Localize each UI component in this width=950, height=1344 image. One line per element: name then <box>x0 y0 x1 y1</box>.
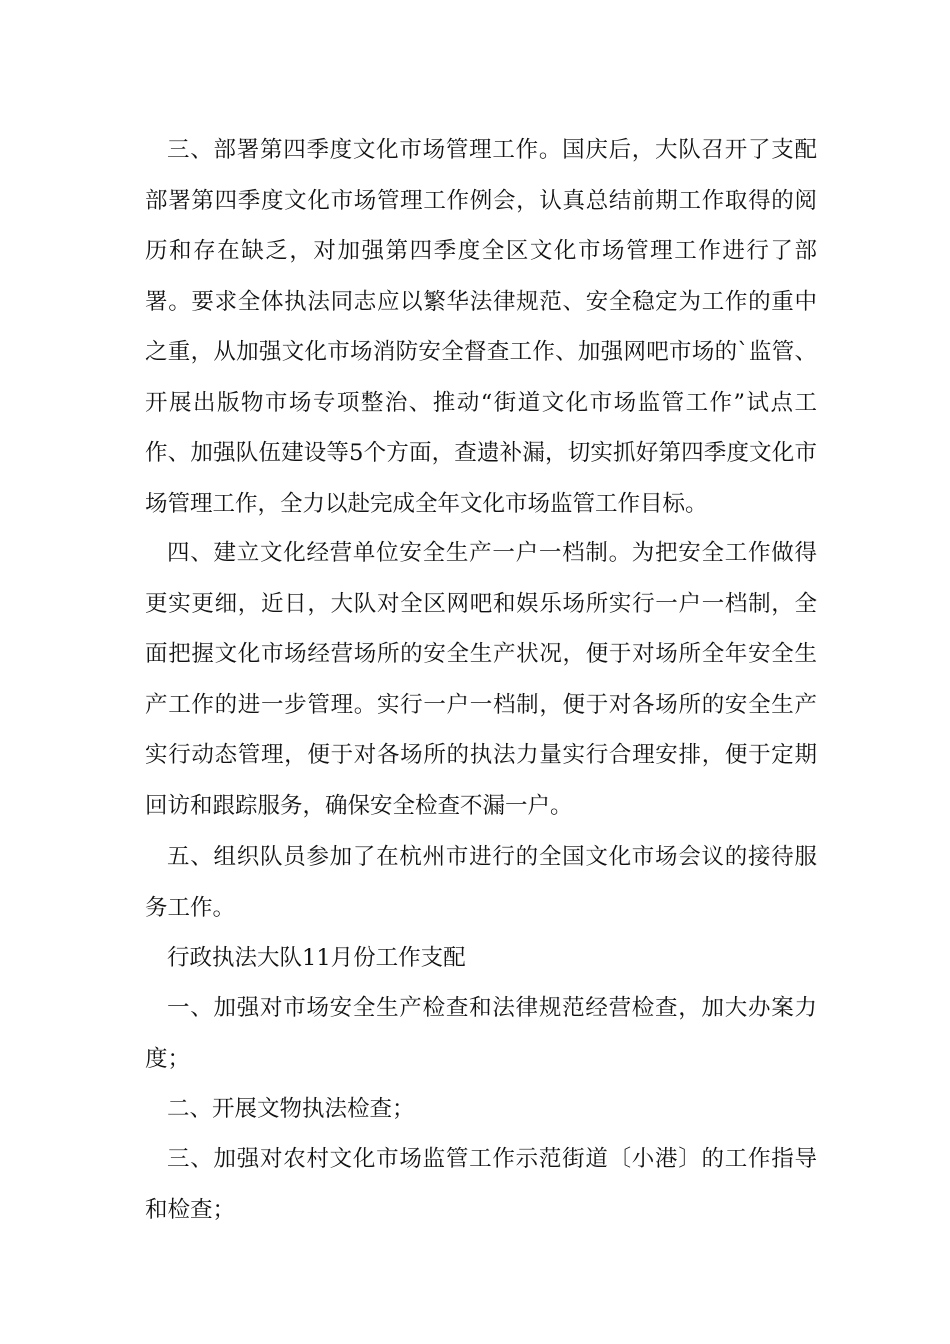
paragraph-text: 三、加强对农村文化市场监管工作示范街道〔小港〕的工作指导和检查； <box>145 1146 817 1223</box>
plan-heading <box>145 933 817 984</box>
plan-item-two <box>145 1084 817 1135</box>
paragraph-text: 二、开展文物执法检查； <box>167 1096 415 1122</box>
plan-item-three <box>145 1134 817 1235</box>
paragraph-section-five <box>145 832 817 933</box>
plan-item-one <box>145 983 817 1084</box>
paragraph-text: 五、组织队员参加了在杭州市进行的全国文化市场会议的接待服务工作。 <box>145 844 817 921</box>
paragraph-text: 一、加强对市场安全生产检查和法律规范经营检查，加大办案力度； <box>145 995 817 1072</box>
paragraph-text: 四、建立文化经营单位安全生产一户一档制。为把安全工作做得更实更细，近日，大队对全区网吧和娱乐场所实行一户一档制，全面把握文化市场经营场所的安全生产状况，便于对场所全年安全生产工作的进一步管理。实行一户一档制，便于对各场所的安全生产实行动态管理，便于对各场所的执法力量实行合理安排，便于定期回访和跟踪服务，确保安全检查不漏一户。 <box>145 540 817 819</box>
heading-text: 行政执法大队11月份工作支配 <box>167 945 466 971</box>
paragraph-text: 三、部署第四季度文化市场管理工作。国庆后，大队召开了支配部署第四季度文化市场管理工作例会，认真总结前期工作取得的阅历和存在缺乏，对加强第四季度全区文化市场管理工作进行了部署。要求全体执法同志应以繁华法律规范、安全稳定为工作的重中之重，从加强文化市场消防安全督查工作、加强网吧市场的`监管、开展出版物市场专项整治、推动“街道文化市场监管工作”试点工作、加强队伍建设等5个方面，查遗补漏，切实抓好第四季度文化市场管理工作，全力以赴完成全年文化市场监管工作目标。 <box>145 137 817 517</box>
paragraph-section-three <box>145 125 817 529</box>
paragraph-section-four <box>145 528 817 831</box>
